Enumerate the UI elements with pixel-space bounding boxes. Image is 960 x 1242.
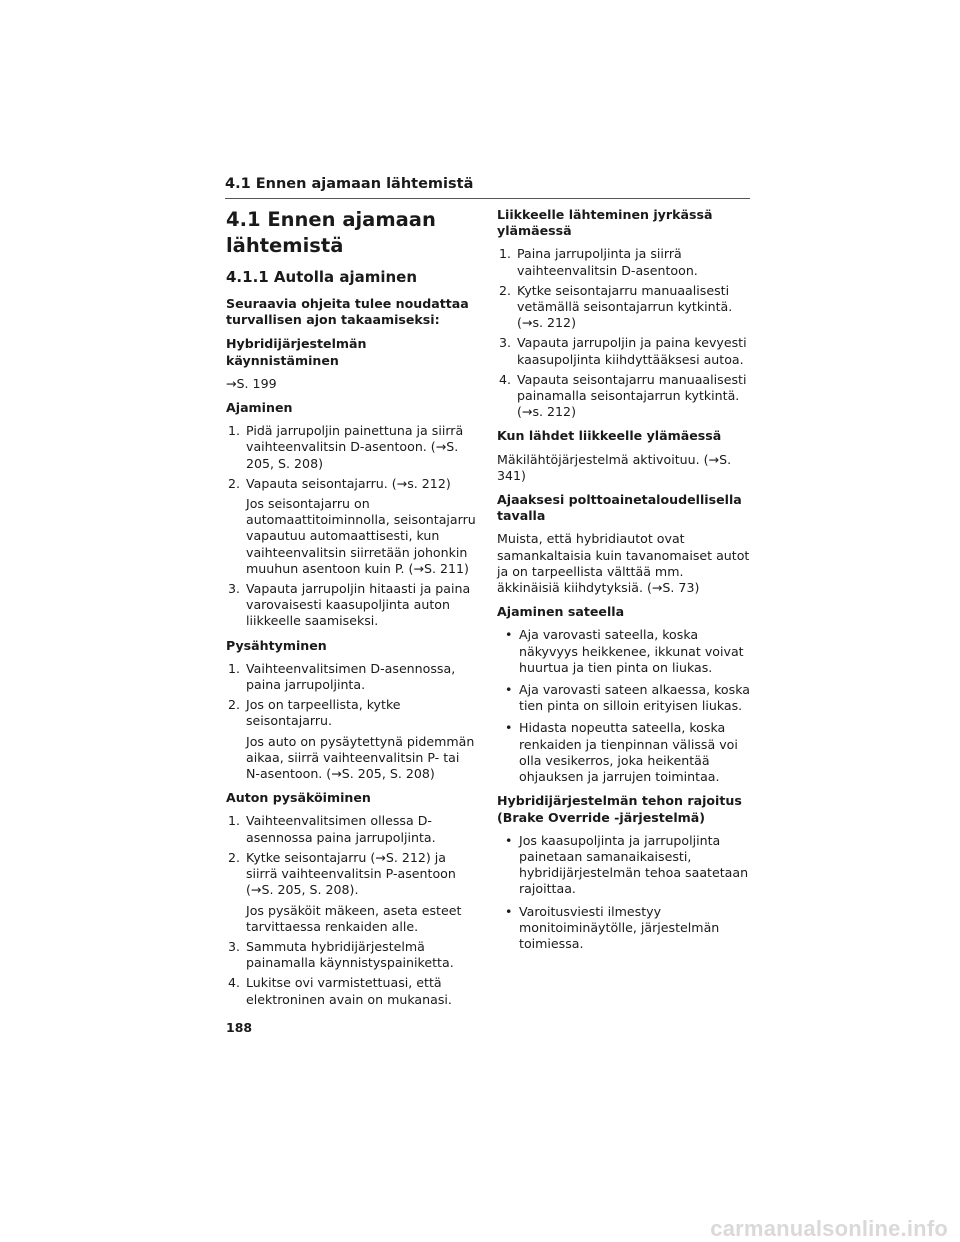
step-text: Vapauta seisontajarru. (→s. 212) xyxy=(246,475,451,491)
step-text: Sammuta hybridijärjestelmä painamalla käynnistyspainiketta. xyxy=(246,938,454,971)
step-number: 1. xyxy=(499,246,512,262)
step-number: 1. xyxy=(228,660,241,676)
step-number: 2. xyxy=(228,697,241,713)
step-number: 2. xyxy=(499,282,512,298)
uphill-heading: Kun lähdet liikkeelle ylämäessä xyxy=(497,428,722,444)
bullet-text: Aja varovasti sateella, koska näkyvyys heikkenee, ikkunat voivat huurtua ja tien pinta on liukas. xyxy=(519,627,744,675)
stopping-steps xyxy=(226,661,476,782)
list-item xyxy=(226,975,476,1007)
step-number: 4. xyxy=(228,975,241,991)
bullet-text: Varoitusviesti ilmestyy monitoiminäytölle, järjestelmän toimiessa. xyxy=(519,903,720,951)
economy-text: Muista, että hybridiautot ovat samankaltaisia kuin tavanomaiset autot ja on tarpeellista välttää mm. äkkinäisiä kiihdytyksiä. (→S. 73) xyxy=(497,531,750,596)
watermark: carmanualsonline.info xyxy=(710,1216,948,1241)
step-text: Vaihteenvalitsimen D-asennossa, paina jarrupoljinta. xyxy=(246,660,456,693)
list-item xyxy=(497,904,750,953)
step-text: Pidä jarrupoljin painettuna ja siirrä vaihteenvalitsin D-asentoon. (→S. 205, S. 208) xyxy=(246,423,464,471)
rain-list xyxy=(497,627,750,785)
bullet-icon: • xyxy=(505,903,513,919)
start-heading: Hybridijärjestelmän käynnistäminen xyxy=(226,336,367,368)
step-number: 1. xyxy=(228,423,241,439)
list-item xyxy=(497,833,750,898)
start-reference-link[interactable]: →S. 199 xyxy=(226,375,277,391)
bullet-icon: • xyxy=(505,720,513,736)
chapter-title xyxy=(226,207,476,259)
list-item xyxy=(497,283,750,332)
uphill-text: Mäkilähtöjärjestelmä aktivoituu. (→S. 341) xyxy=(497,451,732,483)
list-item xyxy=(497,335,750,367)
step-note: Jos pysäköit mäkeen, aseta esteet tarvittaessa renkaiden alle. xyxy=(246,902,462,934)
list-item xyxy=(497,372,750,421)
power-limit-heading: Hybridijärjestelmän tehon rajoitus (Brake Override -järjestelmä) xyxy=(497,793,742,825)
list-item xyxy=(226,581,476,630)
left-column xyxy=(226,207,476,1016)
list-item xyxy=(497,720,750,785)
bullet-icon: • xyxy=(505,682,513,698)
list-item xyxy=(226,850,476,935)
step-text: Vapauta seisontajarru manuaalisesti painamalla seisontajarrun kytkintä. (→s. 212) xyxy=(517,371,747,420)
step-text: Kytke seisontajarru manuaalisesti vetämällä seisontajarrun kytkintä. (→s. 212) xyxy=(517,282,733,331)
step-number: 2. xyxy=(228,849,241,865)
list-item xyxy=(497,246,750,278)
step-note: Jos auto on pysäytettynä pidemmän aikaa, siirrä vaihteenvalitsin P- tai N-asentoon. (→S. 205, S. 208) xyxy=(246,733,475,782)
step-text: Paina jarrupoljinta ja siirrä vaihteenvalitsin D-asentoon. xyxy=(517,246,698,278)
step-number: 1. xyxy=(228,813,241,829)
right-column xyxy=(497,207,750,960)
step-text: Kytke seisontajarru (→S. 212) ja siirrä vaihteenvalitsin P-asentoon (→S. 205, S. 208). xyxy=(246,849,456,898)
step-text: Jos on tarpeellista, kytke seisontajarru. xyxy=(246,697,401,729)
list-item xyxy=(226,939,476,971)
step-text: Lukitse ovi varmistettuasi, että elektroninen avain on mukanasi. xyxy=(246,975,452,1007)
chapter-title-line-2: lähtemistä xyxy=(226,234,344,257)
step-number: 3. xyxy=(228,938,241,954)
step-number: 3. xyxy=(499,335,512,351)
list-item xyxy=(226,697,476,782)
parking-steps xyxy=(226,813,476,1007)
parking-heading: Auton pysäköiminen xyxy=(226,790,371,806)
running-header: 4.1 Ennen ajamaan lähtemistä xyxy=(225,176,474,192)
bullet-text: Hidasta nopeutta sateella, koska renkaiden ja tienpinnan välissä voi olla vesikerros, joka heikentää ohjauksen ja jarrujen toimintaa. xyxy=(519,720,738,785)
rain-heading: Ajaminen sateella xyxy=(497,604,625,620)
list-item xyxy=(226,476,476,577)
section-title: 4.1.1 Autolla ajaminen xyxy=(226,268,418,286)
list-item xyxy=(497,682,750,714)
page-number: 188 xyxy=(226,1020,253,1035)
bullet-text: Jos kaasupoljinta ja jarrupoljinta painetaan samanaikaisesti, hybridijärjestelmän tehoa saatetaan rajoittaa. xyxy=(519,832,749,897)
driving-steps xyxy=(226,423,476,629)
step-text: Vapauta jarrupoljin ja paina kevyesti kaasupoljinta kiihdyttääksesi autoa. xyxy=(517,335,747,367)
header-divider xyxy=(225,198,750,199)
step-number: 2. xyxy=(228,475,241,491)
step-text: Vapauta jarrupoljin hitaasti ja paina varovaisesti kaasupoljinta auton liikkeelle saamiseksi. xyxy=(246,581,471,629)
power-limit-list xyxy=(497,833,750,952)
bullet-icon: • xyxy=(505,627,513,643)
step-note: Jos seisontajarru on automaattitoiminnolla, seisontajarru vapautuu automaattisesti, kun vaihteenvalitsin siirretään johonkin muuhun asentoon kuin P. (→S. 211) xyxy=(246,496,476,576)
list-item xyxy=(226,813,476,845)
economy-heading: Ajaaksesi polttoainetaloudellisella tavalla xyxy=(497,492,742,524)
bullet-icon: • xyxy=(505,832,513,848)
bullet-text: Aja varovasti sateen alkaessa, koska tien pinta on silloin erityisen liukas. xyxy=(519,682,750,714)
driving-heading: Ajaminen xyxy=(226,400,293,416)
chapter-title-line-1: 4.1 Ennen ajamaan xyxy=(226,208,436,231)
list-item xyxy=(226,423,476,472)
step-number: 4. xyxy=(499,371,512,387)
hill-start-steps xyxy=(497,246,750,420)
list-item xyxy=(497,627,750,676)
step-text: Vaihteenvalitsimen ollessa D-asennossa paina jarrupoljinta. xyxy=(246,813,436,845)
intro-text: Seuraavia ohjeita tulee noudattaa turvallisen ajon takaamiseksi: xyxy=(226,296,469,328)
hill-start-heading: Liikkeelle lähteminen jyrkässä ylämäessä xyxy=(497,207,713,239)
list-item xyxy=(226,661,476,693)
step-number: 3. xyxy=(228,581,241,597)
stopping-heading: Pysähtyminen xyxy=(226,637,327,653)
